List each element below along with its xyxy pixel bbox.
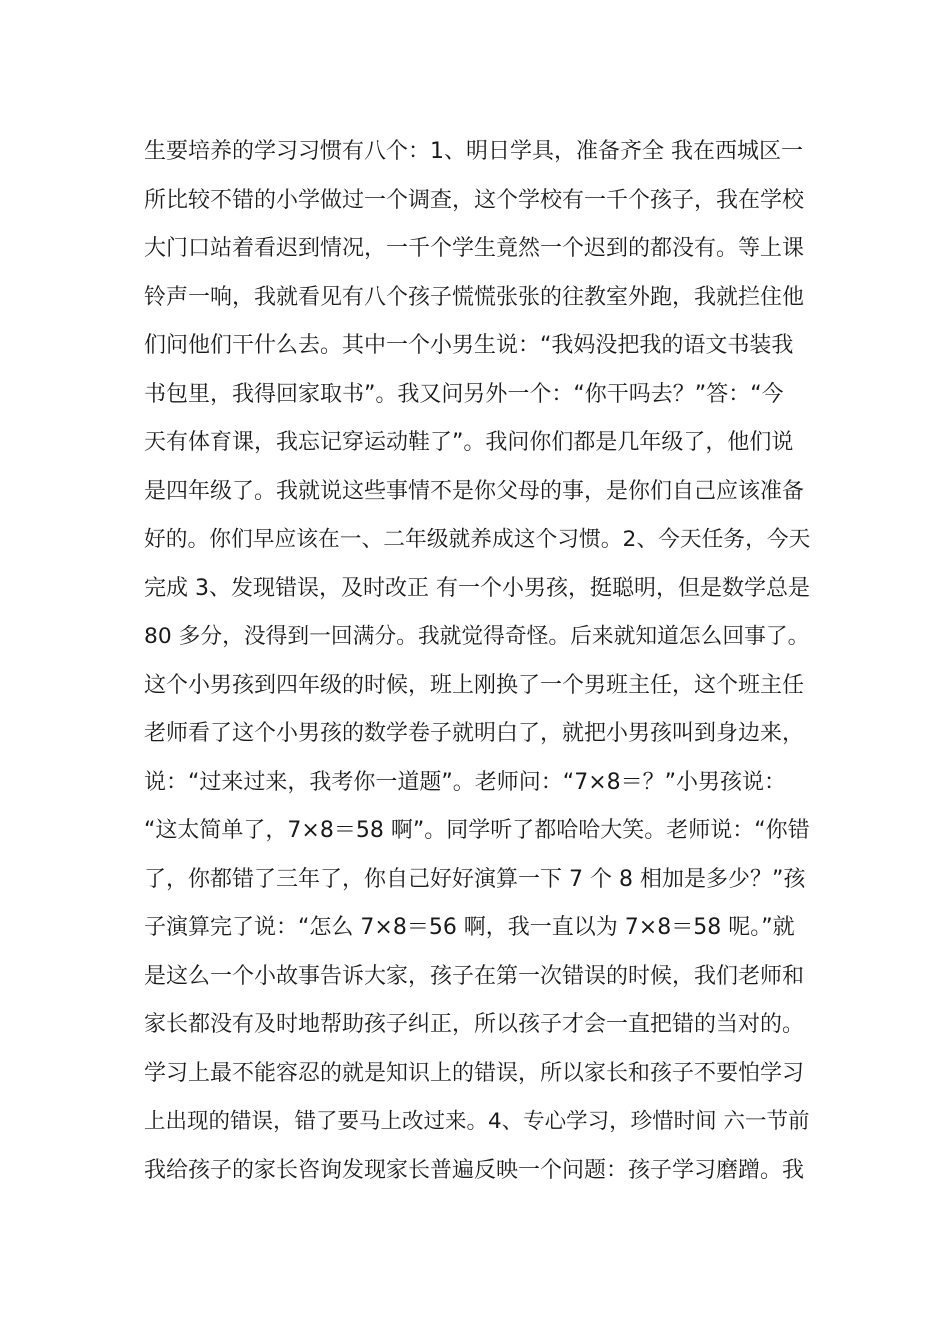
text-line: 所比较不错的小学做过一个调查，这个学校有一千个孩子，我在学校	[144, 187, 805, 213]
text-line: 天有体育课，我忘记穿运动鞋了”。我问你们都是几年级了，他们说	[144, 430, 794, 455]
text-line: 这个小男孩到四年级的时候，班上刚换了一个男班主任，这个班主任	[144, 672, 805, 698]
text-line: 子演算完了说：“怎么 7×8＝56 啊，我一直以为 7×8＝58 呢。”就	[144, 915, 795, 940]
text-line: 上出现的错误，错了要马上改过来。4、专心学习，珍惜时间 六一节前	[144, 1109, 810, 1134]
text-line: “这太简单了，7×8＝58 啊”。同学听了都哈哈大笑。老师说：“你错	[144, 818, 810, 843]
text-line: 生要培养的学习习惯有八个：1、明日学具，准备齐全 我在西城区一	[144, 139, 803, 164]
text-line: 书包里，我得回家取书”。我又问另外一个：“你干吗去？”答：“今	[144, 381, 784, 407]
text-line: 们问他们干什么去。其中一个小男生说：“我妈没把我的语文书装我	[144, 333, 794, 358]
text-line: 是这么一个小故事告诉大家，孩子在第一次错误的时候，我们老师和	[144, 963, 805, 989]
text-line: 完成 3、发现错误，及时改正 有一个小男孩，挺聪明，但是数学总是	[144, 575, 810, 601]
text-line: 好的。你们早应该在一、二年级就养成这个习惯。2、今天任务，今天	[144, 527, 811, 552]
body-text	[144, 128, 816, 1195]
text-line: 铃声一响，我就看见有八个孩子慌慌张张的往教室外跑，我就拦住他	[144, 284, 805, 310]
text-line: 老师看了这个小男孩的数学卷子就明白了，就把小男孩叫到身边来，	[144, 721, 805, 746]
text-line: 我给孩子的家长咨询发现家长普遍反映一个问题：孩子学习磨蹭。我	[144, 1157, 805, 1183]
text-line: 80 多分，没得到一回满分。我就觉得奇怪。后来就知道怎么回事了。	[144, 624, 810, 649]
text-line: 学习上最不能容忍的就是知识上的错误，所以家长和孩子不要怕学习	[144, 1060, 805, 1086]
text-line: 是四年级了。我就说这些事情不是你父母的事，是你们自己应该准备	[144, 478, 805, 504]
text-line: 家长都没有及时地帮助孩子纠正，所以孩子才会一直把错的当对的。	[144, 1012, 805, 1037]
text-line: 大门口站着看迟到情况，一千个学生竟然一个迟到的都没有。等上课	[144, 236, 805, 261]
text-line: 说：“过来过来，我考你一道题”。老师问：“7×8＝？”小男孩说：	[144, 769, 787, 795]
text-line: 了，你都错了三年了，你自己好好演算一下 7 个 8 相加是多少？”孩	[144, 866, 806, 892]
